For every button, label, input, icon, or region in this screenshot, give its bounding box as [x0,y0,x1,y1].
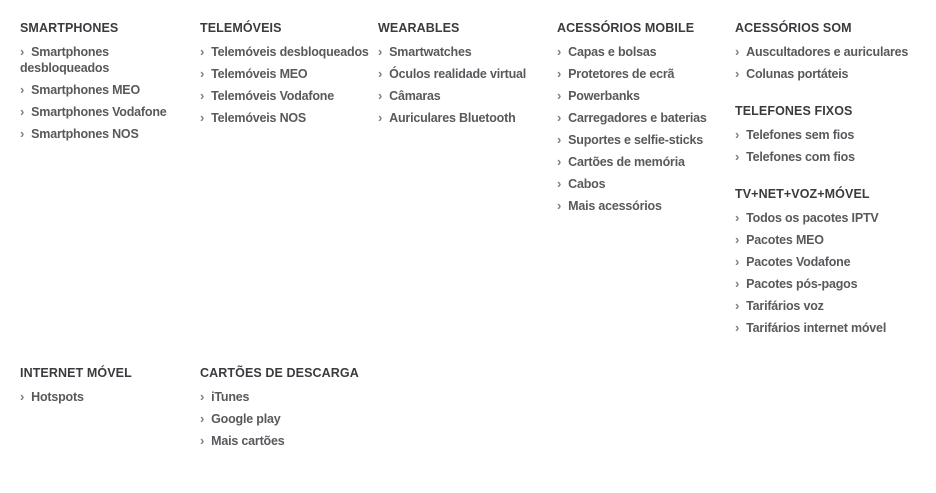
menu-item-list [735,127,936,165]
chevron-right-icon: › [735,44,740,59]
menu-item[interactable] [20,82,194,98]
group-title-wearables: WEARABLES [378,21,460,35]
group-title-smartphones: SMARTPHONES [20,21,119,35]
menu-item-list [735,44,936,82]
menu-item[interactable] [557,110,731,126]
menu-column-3 [378,21,552,132]
menu-column-4 [557,21,731,220]
chevron-right-icon: › [200,389,205,404]
menu-item-label[interactable]: Telemóveis NOS [211,111,307,125]
chevron-right-icon: › [200,411,205,426]
menu-item-label[interactable]: Mais cartões [211,434,285,448]
chevron-right-icon: › [557,110,562,125]
menu-item-label[interactable]: Cabos [568,177,606,191]
group-title-tv-net-voz-movel: TV+NET+VOZ+MÓVEL [735,187,870,201]
menu-group-smartphones [20,21,194,142]
menu-item-list [378,44,552,126]
menu-item-label[interactable]: Mais acessórios [568,199,662,213]
menu-item-label[interactable]: Telefones com fios [746,150,855,164]
menu-group-wearables [378,21,552,126]
menu-item-label[interactable]: Pacotes pós-pagos [746,277,858,291]
menu-item-list [200,389,374,449]
chevron-right-icon: › [200,110,205,125]
chevron-right-icon: › [735,149,740,164]
menu-column-7 [200,366,374,455]
chevron-right-icon: › [735,276,740,291]
menu-item-label[interactable]: Hotspots [31,390,84,404]
menu-item[interactable] [200,411,374,427]
menu-group-internet-movel [20,366,194,405]
chevron-right-icon: › [557,88,562,103]
menu-item[interactable] [378,110,552,126]
menu-group-cartoes-de-descarga [200,366,374,449]
menu-item[interactable] [200,110,374,126]
menu-item-label[interactable]: Todos os pacotes IPTV [746,211,879,225]
chevron-right-icon: › [20,126,25,141]
menu-item[interactable] [557,132,731,148]
menu-item-list [20,44,194,142]
menu-item-label[interactable]: Smartphones desbloqueados [20,45,110,75]
chevron-right-icon: › [557,198,562,213]
chevron-right-icon: › [735,254,740,269]
menu-item-label[interactable]: Cartões de memória [568,155,685,169]
menu-item[interactable] [200,44,374,60]
menu-group-acessorios-mobile [557,21,731,214]
menu-item[interactable] [557,88,731,104]
chevron-right-icon: › [557,66,562,81]
menu-item-label[interactable]: Smartwatches [389,45,472,59]
chevron-right-icon: › [378,44,383,59]
menu-item[interactable] [735,66,936,82]
chevron-right-icon: › [735,232,740,247]
menu-column-5 [735,21,936,342]
menu-item-label[interactable]: Powerbanks [568,89,640,103]
menu-group-tv-net-voz-movel [735,187,936,336]
menu-group-telemoveis [200,21,374,126]
menu-item-list [200,44,374,126]
menu-item[interactable] [735,127,936,143]
menu-item-label[interactable]: Carregadores e baterias [568,111,707,125]
menu-item-label[interactable]: Smartphones NOS [31,127,139,141]
group-title-internet-movel: INTERNET MÓVEL [20,366,132,380]
chevron-right-icon: › [200,433,205,448]
menu-item[interactable] [735,254,936,270]
group-title-telemoveis: TELEMÓVEIS [200,21,282,35]
menu-item[interactable] [557,176,731,192]
menu-item[interactable] [557,44,731,60]
group-title-acessorios-mobile: ACESSÓRIOS MOBILE [557,21,695,35]
menu-item-label[interactable]: Tarifários internet móvel [746,321,887,335]
menu-item-label[interactable]: Telemóveis MEO [211,67,308,81]
menu-item[interactable] [557,154,731,170]
chevron-right-icon: › [200,44,205,59]
menu-item-label[interactable]: Auscultadores e auriculares [746,45,909,59]
menu-item-label[interactable]: Telefones sem fios [746,128,855,142]
chevron-right-icon: › [20,44,25,59]
menu-item-label[interactable]: Pacotes Vodafone [746,255,851,269]
menu-item-label[interactable]: iTunes [211,390,250,404]
chevron-right-icon: › [735,320,740,335]
menu-item[interactable] [735,276,936,292]
chevron-right-icon: › [378,66,383,81]
menu-item[interactable] [20,44,146,76]
chevron-right-icon: › [735,298,740,313]
group-title-acessorios-som: ACESSÓRIOS SOM [735,21,852,35]
chevron-right-icon: › [735,66,740,81]
menu-item-list [735,210,936,336]
menu-item-label[interactable]: Telemóveis Vodafone [211,89,334,103]
menu-item[interactable] [735,298,936,314]
menu-item[interactable] [557,66,731,82]
menu-item[interactable] [200,66,374,82]
menu-item-label[interactable]: Capas e bolsas [568,45,657,59]
group-title-cartoes-de-descarga: CARTÕES DE DESCARGA [200,366,359,380]
menu-item-label[interactable]: Google play [211,412,281,426]
menu-item[interactable] [378,44,552,60]
menu-column-2 [200,21,374,132]
menu-item[interactable] [735,320,936,336]
chevron-right-icon: › [20,389,25,404]
menu-item-label[interactable]: Protetores de ecrã [568,67,675,81]
chevron-right-icon: › [557,132,562,147]
menu-item[interactable] [735,210,936,226]
chevron-right-icon: › [200,88,205,103]
menu-item-label[interactable]: Auriculares Bluetooth [389,111,516,125]
menu-item[interactable] [200,389,374,405]
menu-item-list [20,389,194,405]
menu-item[interactable] [735,44,936,60]
menu-item-label[interactable]: Câmaras [389,89,441,103]
menu-item-label[interactable]: Smartphones Vodafone [31,105,167,119]
menu-item-label[interactable]: Tarifários voz [746,299,824,313]
menu-item[interactable] [20,104,194,120]
chevron-right-icon: › [557,44,562,59]
chevron-right-icon: › [557,176,562,191]
chevron-right-icon: › [378,110,383,125]
chevron-right-icon: › [20,82,25,97]
menu-item[interactable] [378,88,552,104]
menu-item[interactable] [735,149,936,165]
menu-column-6 [20,366,194,411]
menu-item-label[interactable]: Telemóveis desbloqueados [211,45,369,59]
menu-group-acessorios-som [735,21,936,82]
chevron-right-icon: › [378,88,383,103]
menu-item[interactable] [200,433,374,449]
menu-item[interactable] [200,88,374,104]
chevron-right-icon: › [200,66,205,81]
menu-item-label[interactable]: Pacotes MEO [746,233,824,247]
menu-item-label[interactable]: Óculos realidade virtual [389,67,527,81]
menu-item[interactable] [20,126,194,142]
group-title-telefones-fixos: TELEFONES FIXOS [735,104,853,118]
chevron-right-icon: › [20,104,25,119]
chevron-right-icon: › [557,154,562,169]
menu-item[interactable] [378,66,552,82]
menu-item[interactable] [557,198,731,214]
menu-item-label[interactable]: Colunas portáteis [746,67,849,81]
menu-item[interactable] [20,389,194,405]
chevron-right-icon: › [735,210,740,225]
menu-item-label[interactable]: Smartphones MEO [31,83,140,97]
menu-item-list [557,44,731,214]
menu-column-1 [20,21,194,148]
menu-item-label[interactable]: Suportes e selfie-sticks [568,133,703,147]
chevron-right-icon: › [735,127,740,142]
menu-group-telefones-fixos [735,104,936,165]
menu-item[interactable] [735,232,936,248]
